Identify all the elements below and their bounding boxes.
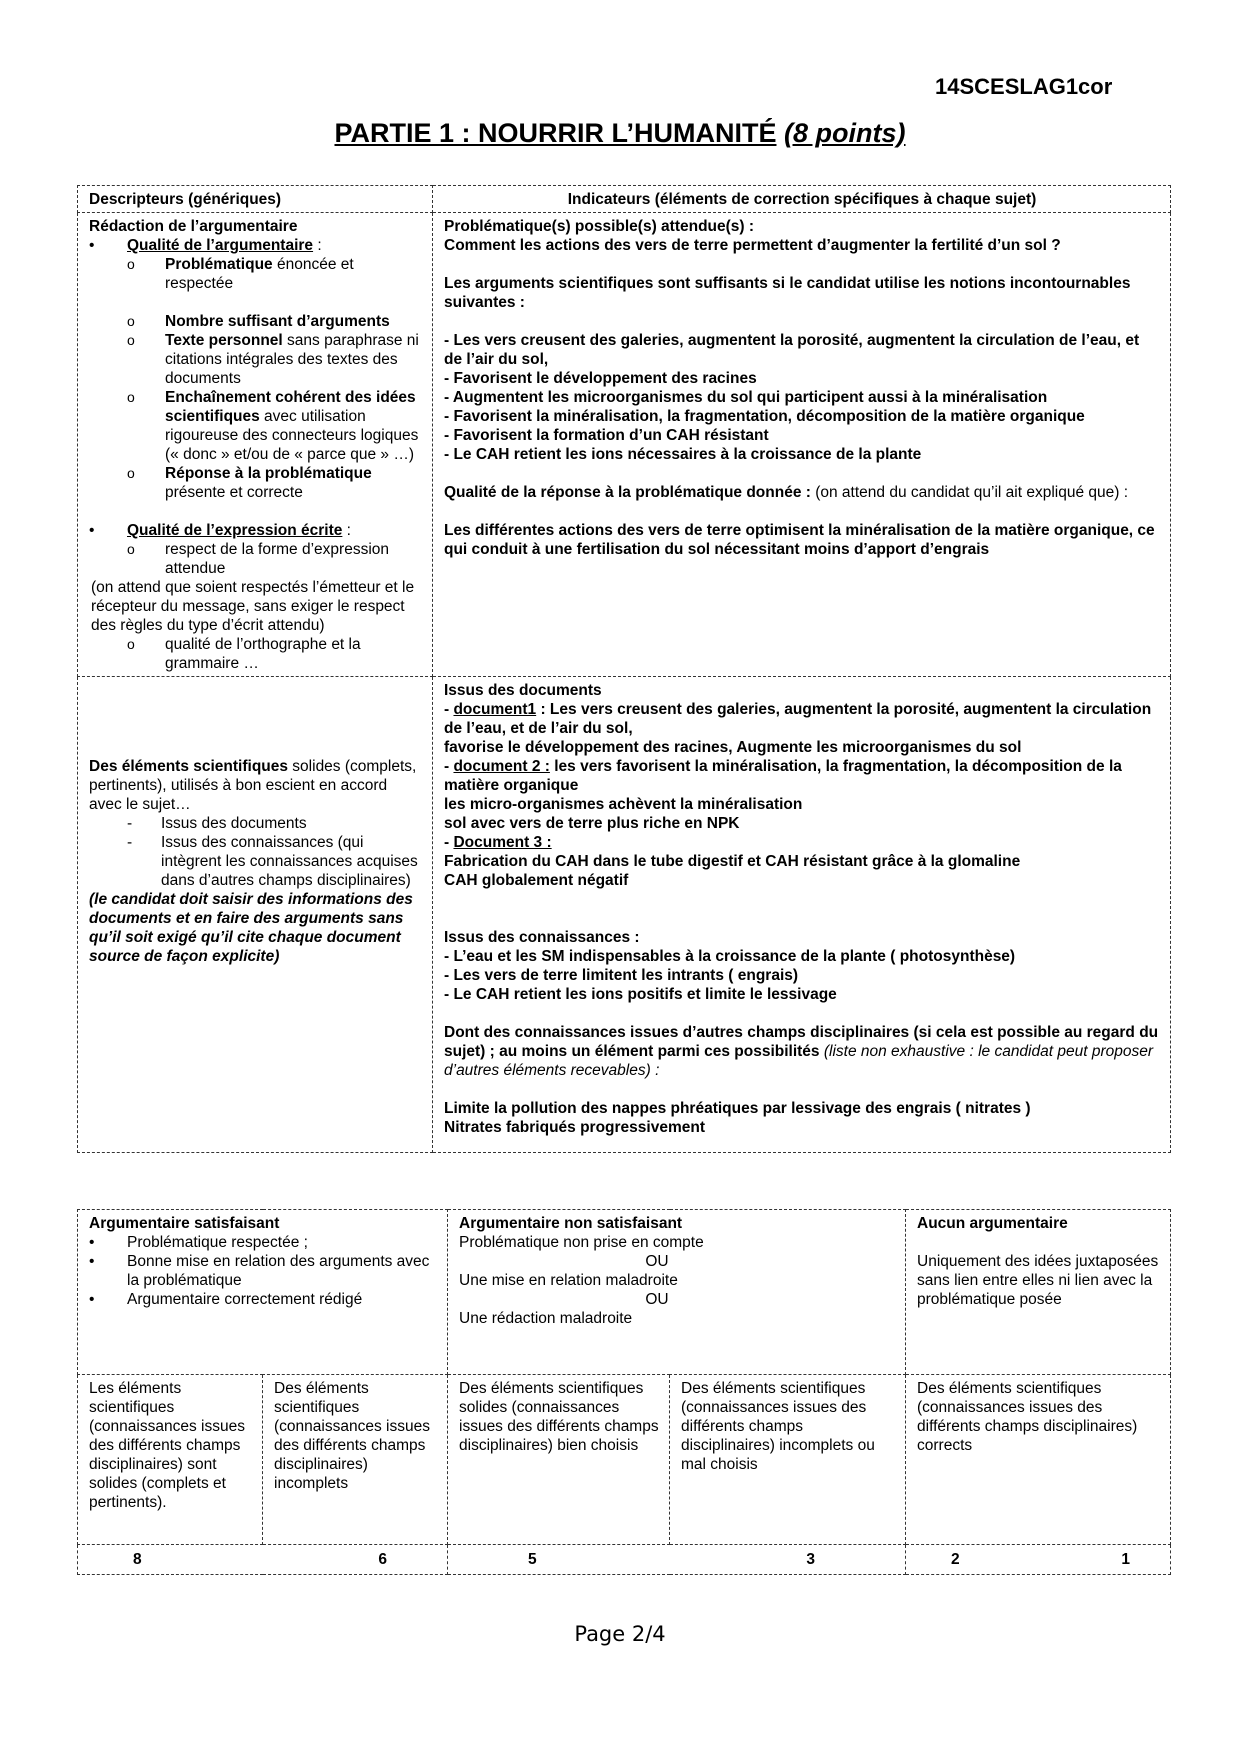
doc1-text: : Les vers creusent des galeries, augmentent la porosité, augmentent la circulation de l’eau, et de l’air du sol, bbox=[444, 701, 1152, 737]
list-item bbox=[89, 635, 422, 673]
satisfying-cell bbox=[78, 1210, 448, 1375]
knowledge-item: - Les vers de terre limitent les intrants ( engrais) bbox=[444, 967, 799, 984]
criterion-cell: Les éléments scientifiques (connaissances issues des différents champs disciplinaires) sont solides (complets et pertinents). bbox=[78, 1375, 263, 1545]
notion-item: - Favorisent la minéralisation, la fragmentation, décomposition de la matière organique bbox=[444, 408, 1085, 425]
knowledge-item: - Le CAH retient les ions positifs et limite le lessivage bbox=[444, 986, 837, 1003]
notion-item: - Augmentent les microorganismes du sol qui participent aussi à la minéralisation bbox=[444, 389, 1048, 406]
criterion-cell: Des éléments scientifiques (connaissances issues des différents champs disciplinaires) incomplets bbox=[263, 1375, 448, 1545]
table-header-row bbox=[78, 186, 1171, 213]
final-line: Nitrates fabriqués progressivement bbox=[444, 1119, 706, 1136]
doc2-line: - document 2 : les vers favorisent la minéralisation, la fragmentation, la décomposition de la matière organique bbox=[444, 758, 1122, 794]
other-fields bbox=[444, 1023, 1160, 1080]
item-text: présente et correcte bbox=[165, 484, 303, 501]
criterion-cell: Des éléments scientifiques (connaissances issues des différents champs disciplinaires) incomplets ou mal choisis bbox=[670, 1375, 906, 1545]
item-bold: Problématique bbox=[165, 256, 273, 273]
quality-arg-suffix: : bbox=[313, 237, 322, 254]
doc2-line2: les micro-organismes achèvent la minéralisation bbox=[444, 796, 803, 813]
unsatisfying-cell bbox=[448, 1210, 906, 1375]
item-bold: Nombre suffisant d’arguments bbox=[165, 313, 390, 330]
list-item bbox=[89, 540, 422, 578]
list-item: • Bonne mise en relation des arguments avec la problématique bbox=[89, 1252, 437, 1290]
criterion-cell: Des éléments scientifiques solides (connaissances issues des différents champs disciplinaires) bien choisis bbox=[448, 1375, 670, 1545]
quality-response bbox=[444, 483, 1160, 502]
writing-heading: Rédaction de l’argumentaire bbox=[89, 218, 298, 235]
score-value: 6 bbox=[378, 1551, 387, 1568]
science-note: (le candidat doit saisir des informations des documents et en faire des arguments sans qu’il soit exigé qu’il cite chaque document source de façon explicite) bbox=[89, 891, 413, 965]
unsatisfying-line: Problématique non prise en compte bbox=[459, 1234, 704, 1251]
writing-descriptors-cell bbox=[78, 213, 433, 677]
writing-indicators-cell bbox=[433, 213, 1171, 677]
doc3-line: - Document 3 : bbox=[444, 834, 552, 851]
document-code: 14SCESLAG1cor bbox=[935, 74, 1113, 99]
satisfying-heading: Argumentaire satisfaisant bbox=[89, 1215, 280, 1232]
score-cell bbox=[906, 1545, 1171, 1575]
item-text: avec utilisation rigoureuse des connecteurs logiques (« donc » et/ou de « parce que » …) bbox=[165, 408, 419, 463]
docs-heading: Issus des documents bbox=[444, 682, 602, 699]
item-bold: Texte personnel bbox=[165, 332, 283, 349]
problem-question: Comment les actions des vers de terre permettent d’augmenter la fertilité d’un sol ? bbox=[444, 237, 1061, 254]
science-indicators-cell bbox=[433, 677, 1171, 1153]
score-cell bbox=[78, 1545, 448, 1575]
list-item bbox=[89, 255, 422, 293]
title-points: (8 points) bbox=[784, 118, 906, 148]
no-argument-heading: Aucun argumentaire bbox=[917, 1215, 1068, 1232]
unsatisfying-line: Une mise en relation maladroite bbox=[459, 1272, 678, 1289]
notion-item: - Favorisent le développement des racines bbox=[444, 370, 757, 387]
list-item bbox=[89, 464, 422, 502]
list-item bbox=[89, 388, 422, 464]
score-value: 5 bbox=[528, 1551, 537, 1568]
item-text: o respect de la forme d’expression attendue bbox=[165, 541, 390, 577]
page-number: Page 2/4 bbox=[574, 1622, 666, 1646]
notion-item: - Le CAH retient les ions nécessaires à la croissance de la plante bbox=[444, 446, 922, 463]
or-label: OU bbox=[645, 1253, 669, 1270]
science-intro-text: solides (complets, pertinents), utilisés à bon escient en accord avec le sujet… bbox=[89, 758, 417, 813]
quality-response-bold: Qualité de la réponse à la problématique donnée : bbox=[444, 484, 811, 501]
item-text: sans paraphrase ni citations intégrales des textes des documents bbox=[165, 332, 419, 387]
score-value: 3 bbox=[806, 1551, 816, 1568]
list-item: • Argumentaire correctement rédigé bbox=[89, 1290, 437, 1309]
no-argument-text: Uniquement des idées juxtaposées sans lien entre elles ni lien avec la problématique posée bbox=[917, 1253, 1159, 1308]
args-intro: Les arguments scientifiques sont suffisants si le candidat utilise les notions incontournables suivantes : bbox=[444, 275, 1131, 311]
table-row bbox=[78, 1375, 1171, 1545]
item-bold: Enchaînement cohérent des idées scientifiques bbox=[165, 389, 416, 425]
indicators-header: Indicateurs (éléments de correction spécifiques à chaque sujet) bbox=[433, 186, 1171, 213]
doc1-line2: favorise le développement des racines, Augmente les microorganismes du sol bbox=[444, 739, 1022, 756]
doc3-line1: Fabrication du CAH dans le tube digestif et CAH résistant grâce à la glomaline bbox=[444, 853, 1021, 870]
score-value: 2 bbox=[951, 1551, 960, 1568]
doc2-line3: sol avec vers de terre plus riche en NPK bbox=[444, 815, 740, 832]
unsatisfying-heading: Argumentaire non satisfaisant bbox=[459, 1215, 683, 1232]
score-cell bbox=[448, 1545, 906, 1575]
science-descriptors-cell bbox=[78, 677, 433, 1153]
expression-note: (on attend que soient respectés l’émetteur et le récepteur du message, sans exiger le respect des règles du type d’écrit attendu) bbox=[91, 579, 415, 634]
doc1-line: - document1 : Les vers creusent des galeries, augmentent la porosité, augmentent la circulation de l’eau, et de l’air du sol, bbox=[444, 701, 1152, 737]
quality-expr-suffix: : bbox=[342, 522, 351, 539]
score-value: 8 bbox=[133, 1551, 142, 1568]
list-item bbox=[89, 331, 422, 388]
item-bold: Réponse à la problématique bbox=[165, 465, 372, 482]
quality-expr-label: Qualité de l’expression écrite bbox=[127, 522, 343, 539]
title-main: PARTIE 1 : NOURRIR L’HUMANITÉ bbox=[334, 118, 777, 148]
other-fields-italic: (liste non exhaustive : le candidat peut proposer d’autres éléments recevables) : bbox=[444, 1043, 1154, 1079]
doc2-text: les vers favorisent la minéralisation, la fragmentation, la décomposition de la matière organique bbox=[444, 758, 1122, 794]
problem-heading: Problématique(s) possible(s) attendue(s) : bbox=[444, 218, 755, 235]
or-label: OU bbox=[645, 1291, 669, 1308]
knowledge-item: - L’eau et les SM indispensables à la croissance de la plante ( photosynthèse) bbox=[444, 948, 1016, 965]
list-item: • Problématique respectée ; bbox=[89, 1233, 437, 1252]
other-fields-bold: Dont des connaissances issues d’autres champs disciplinaires (si cela est possible au regard du sujet) ; au moins un élément parmi ces possibilités bbox=[444, 1024, 1159, 1060]
knowledge-heading: Issus des connaissances : bbox=[444, 929, 640, 946]
item-text: énoncée et respectée bbox=[165, 256, 354, 292]
no-argument-cell bbox=[906, 1210, 1171, 1375]
list-item: - Issus des documents bbox=[89, 814, 422, 833]
notion-item: - Favorisent la formation d’un CAH résistant bbox=[444, 427, 769, 444]
list-item: - Issus des connaissances (qui intègrent les connaissances acquises dans d’autres champs disciplinaires) bbox=[89, 833, 422, 890]
list-item bbox=[89, 521, 422, 540]
quality-response-text: (on attend du candidat qu’il ait expliqué que) : bbox=[810, 484, 1129, 501]
final-line: Limite la pollution des nappes phréatiques par lessivage des engrais ( nitrates ) bbox=[444, 1100, 1031, 1117]
doc3-label: Document 3 : bbox=[453, 834, 552, 851]
list-item bbox=[89, 312, 422, 331]
item-text: o qualité de l’orthographe et la grammaire … bbox=[165, 636, 361, 672]
criterion-cell: Des éléments scientifiques (connaissances issues des différents champs disciplinaires) corrects bbox=[906, 1375, 1171, 1545]
conclusion: Les différentes actions des vers de terre optimisent la minéralisation de la matière organique, ce qui conduit à une fertilisation du sol nécessitant moins d’apport d’engrais bbox=[444, 522, 1155, 558]
science-intro-bold: Des éléments scientifiques bbox=[89, 758, 288, 775]
science-intro bbox=[89, 757, 422, 814]
table-row bbox=[78, 1210, 1171, 1375]
grading-table bbox=[77, 1209, 1171, 1575]
table-row bbox=[78, 213, 1171, 677]
table-row bbox=[78, 677, 1171, 1153]
list-item bbox=[89, 236, 422, 255]
scores-row bbox=[78, 1545, 1171, 1575]
notion-item: - Les vers creusent des galeries, augmentent la porosité, augmentent la circulation de l’eau, et de l’air du sol, bbox=[444, 332, 1140, 368]
score-value: 1 bbox=[1121, 1551, 1131, 1568]
descriptors-header: Descripteurs (génériques) bbox=[78, 186, 433, 213]
criteria-table bbox=[77, 185, 1171, 1153]
doc1-label: document1 bbox=[453, 701, 537, 718]
doc3-line2: CAH globalement négatif bbox=[444, 872, 629, 889]
quality-arg-label: Qualité de l’argumentaire bbox=[127, 237, 314, 254]
page-title bbox=[0, 118, 1240, 149]
unsatisfying-line: Une rédaction maladroite bbox=[459, 1310, 633, 1327]
doc2-label: document 2 : bbox=[453, 758, 550, 775]
